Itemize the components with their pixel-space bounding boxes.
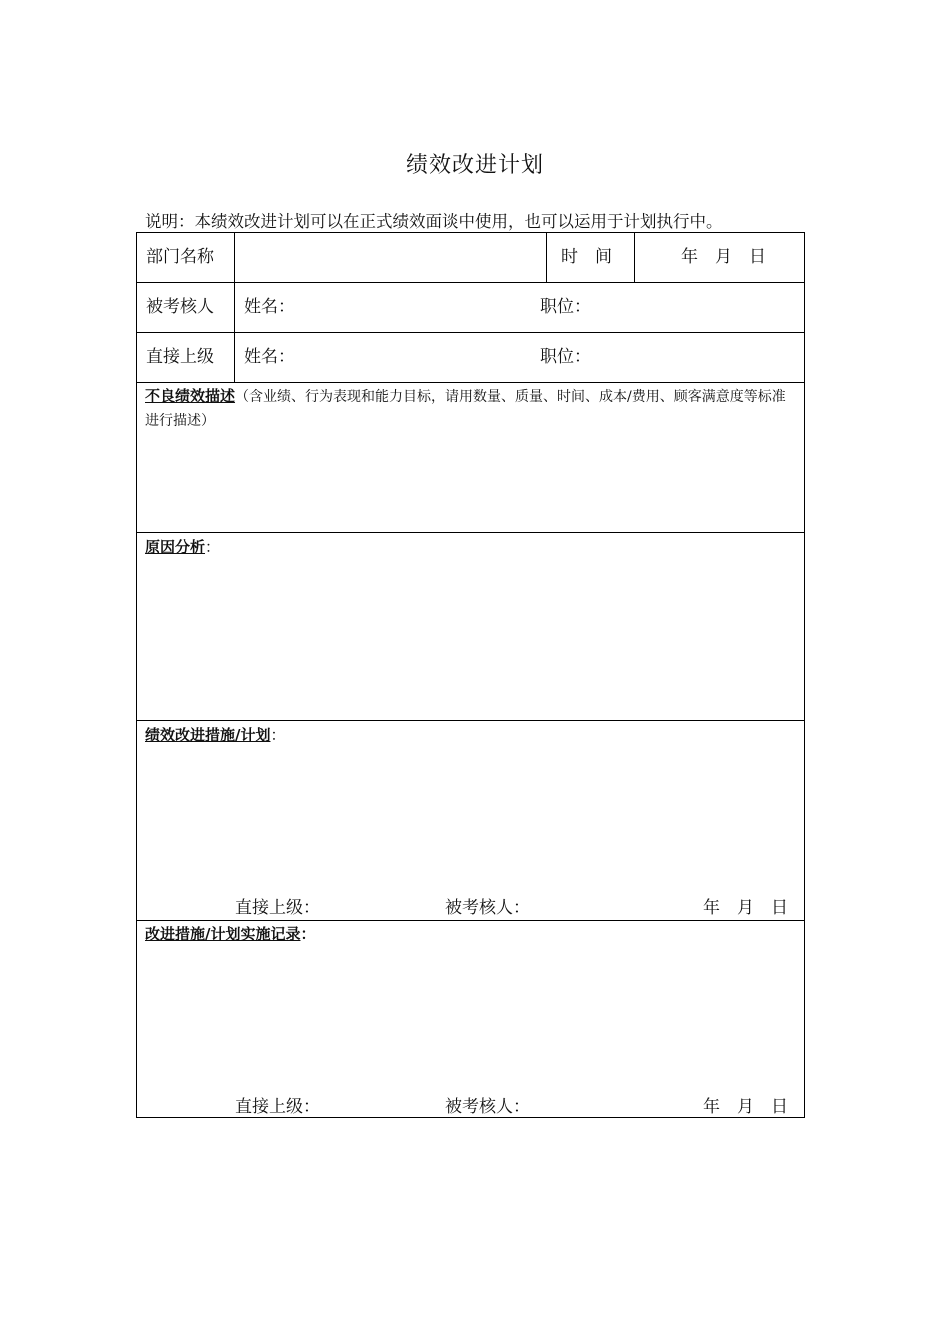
page-title: 绩效改进计划 (405, 153, 544, 178)
row-divider (137, 720, 804, 721)
signature-date[interactable]: 年 月 日 (703, 898, 788, 918)
improvement-plan-form (136, 232, 805, 1118)
row-divider (137, 382, 804, 383)
improvement-measures-section[interactable]: 绩效改进措施/计划： (145, 726, 286, 744)
signature-date[interactable]: 年 月 日 (703, 1097, 788, 1117)
implementation-record-section[interactable]: 改进措施/计划实施记录： (145, 925, 316, 943)
implementation-record-heading: 改进措施/计划实施记录 (145, 925, 301, 943)
poor-performance-hint: （含业绩、行为表现和能力目标，请用数量、质量、时间、成本/费用、顾客满意度等标准进行描述） (145, 389, 786, 429)
poor-performance-section[interactable] (145, 385, 795, 433)
department-label: 部门名称 (146, 247, 214, 267)
row-divider (137, 920, 804, 921)
department-field[interactable] (235, 233, 546, 282)
supervisor-signature[interactable]: 直接上级： (235, 898, 320, 918)
cause-analysis-section[interactable]: 原因分析： (145, 538, 221, 556)
appraisee-signature[interactable]: 被考核人： (445, 1097, 530, 1117)
supervisor-name-field[interactable]: 姓名： (244, 347, 295, 367)
row-divider (137, 332, 804, 333)
instruction-note: 说明：本绩效改进计划可以在正式绩效面谈中使用，也可以运用于计划执行中。 (145, 212, 723, 231)
improvement-measures-heading: 绩效改进措施/计划 (145, 726, 271, 744)
poor-performance-heading: 不良绩效描述 (145, 387, 236, 405)
supervisor-label: 直接上级 (146, 347, 214, 367)
appraisee-name-field[interactable]: 姓名： (244, 297, 295, 317)
supervisor-signature[interactable]: 直接上级： (235, 1097, 320, 1117)
column-divider (634, 233, 635, 282)
cause-analysis-heading: 原因分析 (145, 538, 206, 556)
appraisee-signature[interactable]: 被考核人： (445, 898, 530, 918)
row-divider (137, 282, 804, 283)
row-divider (137, 532, 804, 533)
supervisor-position-field[interactable]: 职位： (540, 347, 591, 367)
appraisee-label: 被考核人 (146, 297, 214, 317)
time-label: 时 间 (561, 247, 612, 267)
date-field[interactable]: 年 月 日 (681, 247, 766, 267)
appraisee-position-field[interactable]: 职位： (540, 297, 591, 317)
column-divider (546, 233, 547, 282)
